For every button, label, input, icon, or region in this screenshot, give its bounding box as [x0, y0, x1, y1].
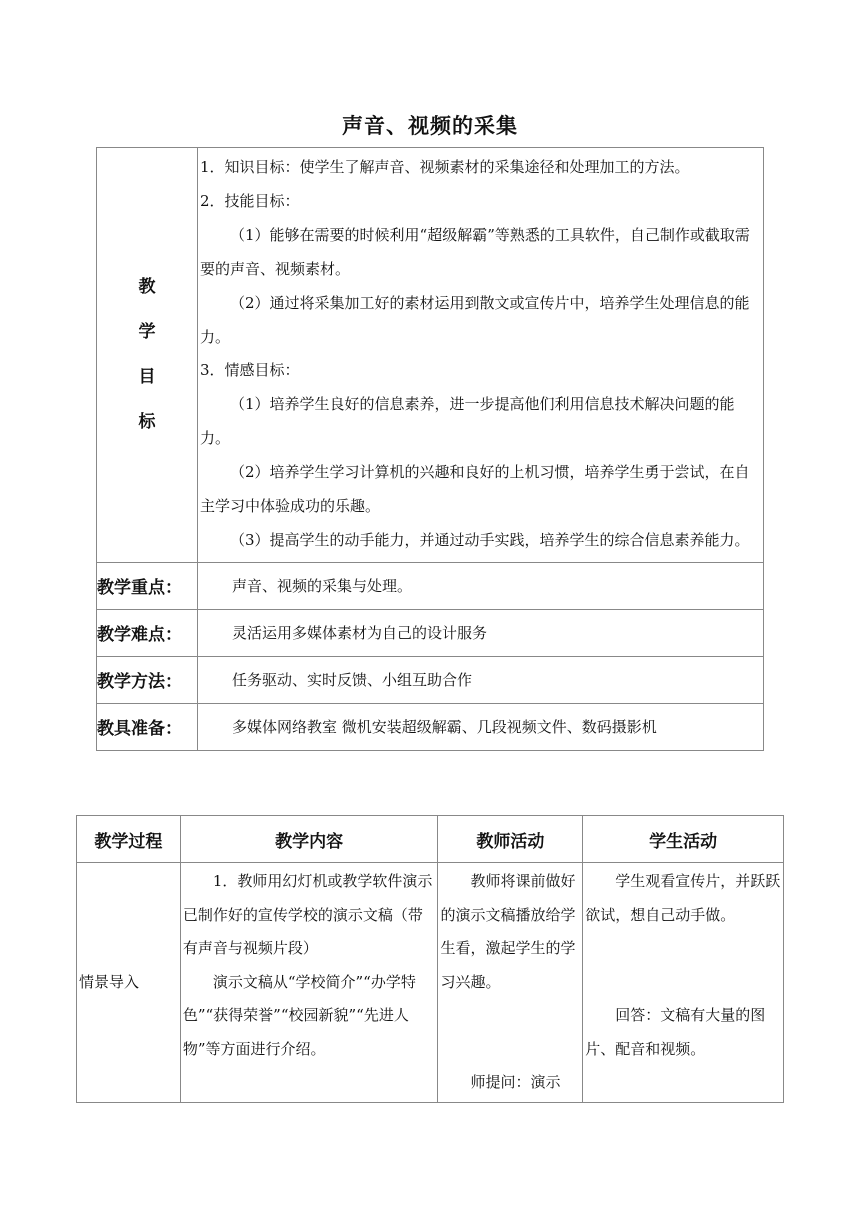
- objectives-label-char: 教: [138, 276, 156, 297]
- teacher-paragraph: 师提问：演示: [470, 1073, 561, 1091]
- info-row-value: 多媒体网络教室 微机安装超级解霸、几段视频文件、数码摄影机: [198, 703, 764, 750]
- info-row-value: 声音、视频的采集与处理。: [198, 562, 764, 609]
- student-paragraph: 学生观看宣传片，并跃跃欲试，想自己动手做。: [585, 872, 781, 924]
- process-header-row: [77, 816, 784, 863]
- info-row-difficulties: [97, 609, 764, 656]
- info-row-label: 教学方法：: [97, 656, 198, 703]
- header-cell: 学生活动: [583, 816, 784, 863]
- student-activity-cell: [583, 863, 784, 1103]
- process-row: [77, 863, 784, 1103]
- lesson-info-table: [96, 147, 764, 751]
- objective-line: （3）提高学生的动手能力，并通过动手实践，培养学生的综合信息素养能力。: [230, 530, 750, 549]
- content-cell: [180, 863, 438, 1103]
- stage-cell: 情景导入: [77, 863, 181, 1103]
- objective-line: 1．知识目标：使学生了解声音、视频素材的采集途径和处理加工的方法。: [200, 158, 690, 176]
- header-cell: 教学内容: [180, 816, 438, 863]
- content-paragraph: 演示文稿从“学校简介”“办学特色”“获得荣誉”“校园新貌”“先进人物”等方面进行介绍。: [182, 972, 416, 1058]
- info-row-value: 任务驱动、实时反馈、小组互助合作: [198, 656, 764, 703]
- objective-line: （2）培养学生学习计算机的兴趣和良好的上机习惯，培养学生勇于尝试，在自主学习中体验成功的乐趣。: [200, 463, 750, 516]
- teacher-activity-cell: [438, 863, 583, 1103]
- info-row-key-points: [97, 562, 764, 609]
- objective-line: （1）培养学生良好的信息素养，进一步提高他们利用信息技术解决问题的能力。: [200, 395, 735, 448]
- objectives-label: [97, 148, 198, 563]
- info-row-value: 灵活运用多媒体素材为自己的设计服务: [198, 609, 764, 656]
- objective-line: 2．技能目标：: [200, 191, 300, 210]
- student-paragraph: 回答：文稿有大量的图片、配音和视频。: [585, 1006, 766, 1058]
- objective-line: （1）能够在需要的时候利用“超级解霸”等熟悉的工具软件，自己制作或截取需要的声音、视频素材。: [200, 225, 750, 278]
- objectives-content: [198, 148, 764, 563]
- info-row-methods: [97, 656, 764, 703]
- header-cell: 教师活动: [438, 816, 583, 863]
- info-row-materials: [97, 703, 764, 750]
- objectives-label-char: 标: [138, 411, 156, 432]
- header-cell: 教学过程: [77, 816, 181, 863]
- info-row-label: 教学重点：: [97, 562, 198, 609]
- content-paragraph: 1．教师用幻灯机或教学软件演示已制作好的宣传学校的演示文稿（带有声音与视频片段）: [182, 872, 433, 957]
- info-row-label: 教学难点：: [97, 609, 198, 656]
- objective-line: （2）通过将采集加工好的素材运用到散文或宣传片中，培养学生处理信息的能力。: [200, 293, 750, 346]
- objectives-label-char: 学: [138, 321, 156, 342]
- objectives-label-char: 目: [138, 366, 156, 387]
- teaching-process-table: [76, 815, 784, 1103]
- teacher-paragraph: 教师将课前做好的演示文稿播放给学生看，激起学生的学习兴趣。: [440, 872, 576, 991]
- objective-line: 3．情感目标：: [200, 361, 300, 380]
- info-row-label: 教具准备：: [97, 703, 198, 750]
- page-title: 声音、视频的采集: [342, 113, 518, 138]
